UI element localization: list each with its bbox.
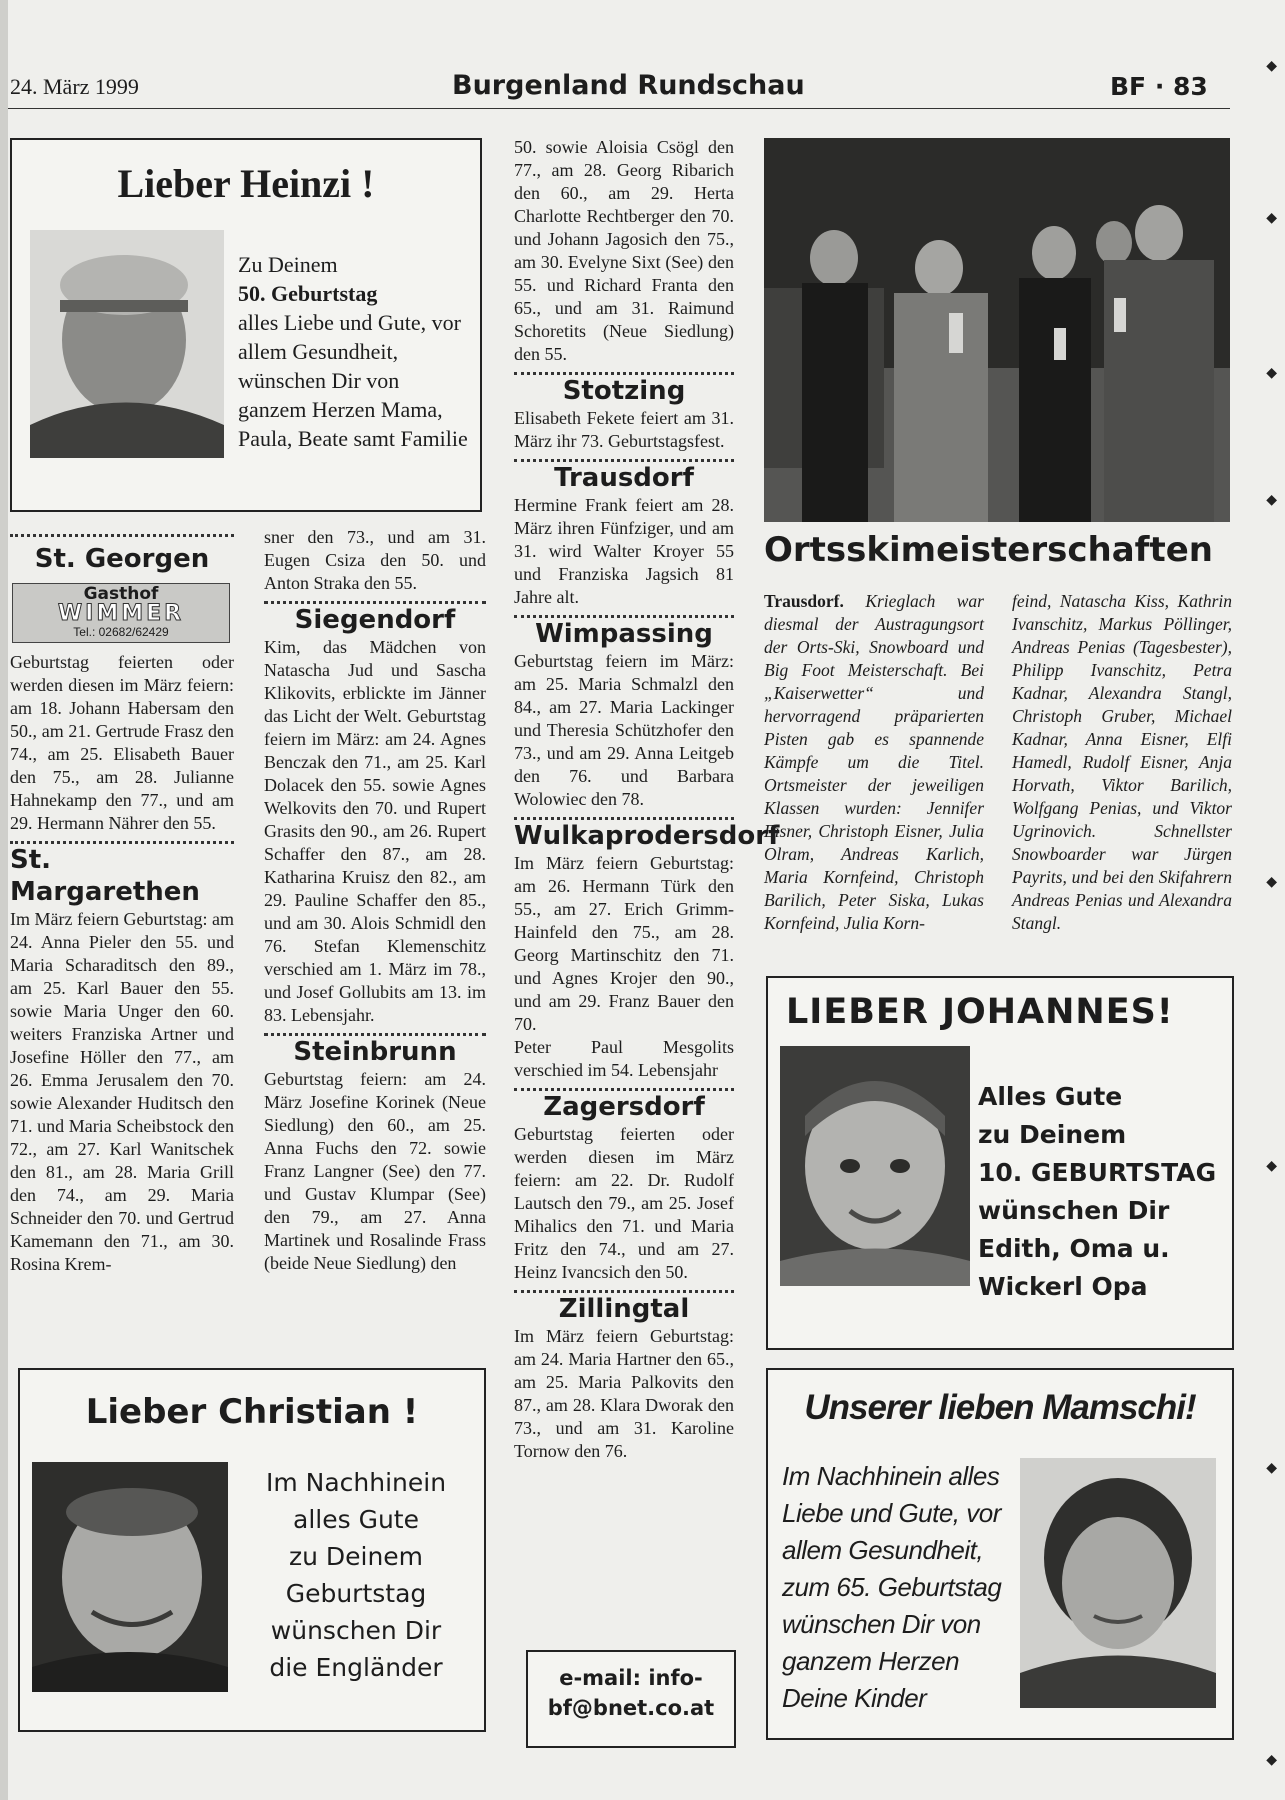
ortsski-column-2: feind, Natascha Kiss, Kathrin Ivanschitz, Markus Pöllinger, Andreas Penias (Tagesbester), Philipp Ivanschitz, Petra Kadnar, Alexandra Stangl, Christoph Gruber, Michael Kadnar, Anna Eisner, Elfi Hamedl, Rudolf Eisner, Anja Horvath, Viktor Barilich, Wolfgang Penias, und Viktor Ugrinovich. Schnellster Snowboarder war Jürgen Payrits, und bei den Skifahrern Andreas Penias und Alexandra Stangl.: [1012, 591, 1232, 933]
gasthof-label: Gasthof: [83, 584, 159, 604]
margin-mark: ◆: [1266, 210, 1277, 226]
wimmer-logo: WIMMER: [57, 601, 185, 626]
ad-johannes-text: [978, 1078, 1224, 1306]
st-georgen-heading: St. Georgen: [34, 544, 210, 574]
ad-johannes-line5: Edith, Oma u.: [978, 1234, 1170, 1263]
ortsski-lead: Trausdorf.: [764, 591, 844, 611]
zillingtal-heading: Zillingtal: [558, 1294, 690, 1324]
ortsski-column-1: [764, 590, 984, 935]
ad-mamschi-line7: Deine Kinder: [782, 1683, 927, 1713]
ad-mamschi-title: Unserer lieben Mamschi!: [804, 1388, 1196, 1427]
st-georgen-text: Geburtstag feierten oder werden diesen im März feiern: am 18. Johann Habersam den 50., am 21. Gertrude Frasz den 74., am 25. Elisabeth Bauer den 75., am 28. Julianne Hahnekamp den 77., und am 29. Hermann Nährer den 55.: [10, 652, 234, 833]
siegendorf-text: Kim, das Mädchen von Natascha Jud und Sascha Klikovits, erblickte im Jänner das Licht der Welt. Geburtstag feiern im März: am 24. Agnes Benczak den 71., am 25. Karl Dolacek den 55. sowie Agnes Welkovits den 70. und Rupert Grasits den 90., am 26. Rupert Schaffer den 87., am 28. Katharina Kruisz den 82., am 29. Pauline Schaffer den 85., und am 30. Alois Schmidl den 76. Stefan Klemenschitz verschied am 1. März im 78., und Josef Gollubits am 13. im 83. Lebensjahr.: [264, 637, 486, 1025]
scan-edge: [0, 0, 8, 1800]
ad-johannes-line6: Wickerl Opa: [978, 1272, 1148, 1301]
email-line-2: bf@bnet.co.at: [547, 1696, 715, 1720]
divider: [10, 534, 234, 537]
wulkaprodersdorf-text: Im März feiern Geburtstag: am 26. Hermann Türk den 55., am 27. Erich Grimm-Hainfeld den 75., am 28. Georg Martinschitz den 71. und Agnes Krojer den 90., und am 29. Franz Bauer den 70.: [514, 853, 734, 1034]
header-rule: [8, 108, 1230, 109]
ad-christian-text: [236, 1464, 476, 1686]
st-margarethen-text: Im März feiern Geburtstag: am 24. Anna Pieler den 55. und Maria Scharaditsch den 89., am 25. Karl Bauer den 55. sowie Maria Unger den 60. weiters Franziska Artner und Josefine Höller den 77., am 26. Emma Jerusalem den 70. sowie Alexander Huditsch den 71. und Maria Scheibstock den 72., am 27. Karl Wanitschek den 81., am 28. Maria Grill den 74., am 29. Maria Schneider den 70. und Gertrud Kamemann den 71., am 30. Rosina Krem-: [10, 909, 234, 1274]
wimpassing-text: Geburtstag feiern im März: am 25. Maria Schmalzl den 84., am 27. Maria Lackinger und Theresia Schützhofer den 73., und am 29. Anna Leitgeb den 76. und Barbara Wolowiec den 78.: [514, 651, 734, 809]
margin-mark: ◆: [1266, 1460, 1277, 1476]
header-page-number: BF · 83: [1110, 72, 1208, 101]
wimmer-phone: Tel.: 02682/62429: [73, 625, 169, 639]
zagersdorf-text: Geburtstag feierten oder werden diesen im März feiern: am 22. Dr. Rudolf Lautsch den 79., am 25. Josef Mihalics den 71. und Maria Fritz den 74., und am 27. Heinz Ivancsich den 50.: [514, 1124, 734, 1282]
zagersdorf-heading: Zagersdorf: [543, 1092, 705, 1122]
margin-mark: ◆: [1266, 365, 1277, 381]
ad-heinzi: [10, 138, 482, 512]
header-publication: Burgenland Rundschau: [452, 70, 805, 101]
stotzing-heading: Stotzing: [562, 376, 686, 406]
ad-mamschi-text: [782, 1458, 1012, 1717]
margin-mark: ◆: [1266, 874, 1277, 890]
ad-heinzi-text: [238, 250, 468, 453]
ad-christian-line4: Geburtstag: [285, 1579, 427, 1608]
column-1: [10, 534, 234, 1276]
margin-mark: ◆: [1266, 1752, 1277, 1768]
wulkaprodersdorf-heading: Wulkaprodersdorf: [514, 821, 780, 851]
stotzing-text: Elisabeth Fekete feiert am 31. März ihr 73. Geburtstagsfest.: [514, 408, 734, 451]
ad-johannes-line2: zu Deinem: [978, 1120, 1127, 1149]
portrait-illustration: [30, 230, 224, 458]
ad-christian-line6: die Engländer: [269, 1653, 443, 1682]
trausdorf-heading: Trausdorf: [554, 463, 694, 493]
email-box: [526, 1650, 736, 1748]
ad-christian-line2: alles Gute: [293, 1505, 419, 1534]
email-line-1: e-mail: info-: [559, 1666, 703, 1690]
ortsski-text-1: Krieglach war diesmal der Austragungsort der Orts-Ski, Snowboard und Big Foot Meisterschaft. Bei „Kaiserwetter“ und hervorragend präparierten Pisten gab es spannende Kämpfe um die Titel. Ortsmeister der jeweiligen Klassen wurden: Jennifer Eisner, Christoph Eisner, Julia Olram, Andreas Karlich, Maria Kornfeind, Christoph Barilich, Peter Siska, Lukas Kornfeind, Julia Korn-: [764, 591, 984, 933]
steinbrunn-heading: Steinbrunn: [293, 1037, 457, 1067]
portrait-illustration: [1020, 1458, 1216, 1708]
column-2: [264, 526, 486, 1275]
ad-mamschi-line4: zum 65. Geburtstag: [782, 1572, 1002, 1602]
mamschi-photo: [1020, 1458, 1216, 1708]
ad-heinzi-line1: Zu Deinem: [238, 252, 338, 277]
heinzi-photo: [30, 230, 224, 458]
wulkaprodersdorf-text-2: Peter Paul Mesgolits verschied im 54. Lebensjahr: [514, 1037, 734, 1080]
zillingtal-text: Im März feiern Geburtstag: am 24. Maria Hartner den 65., am 25. Maria Palkovits den 87., am 28. Klara Dworak den 73., und am 31. Karoline Tornow den 76.: [514, 1326, 734, 1461]
ski-team-photo: [764, 138, 1230, 522]
wimpassing-heading: Wimpassing: [535, 619, 713, 649]
ad-christian-title: Lieber Christian !: [85, 1392, 419, 1432]
ad-mamschi-line3: allem Gesundheit,: [782, 1535, 984, 1565]
portrait-illustration: [32, 1462, 228, 1692]
margin-mark: ◆: [1266, 492, 1277, 508]
gasthof-wimmer-ad: [12, 583, 230, 643]
header-date: 24. März 1999: [10, 74, 139, 99]
ad-mamschi-line6: ganzem Herzen: [782, 1646, 960, 1676]
ad-johannes-line1: Alles Gute: [978, 1082, 1123, 1111]
column-2-continued-text: sner den 73., und am 31. Eugen Csiza den 50. und Anton Straka den 55.: [264, 527, 486, 593]
ad-heinzi-line2: 50. Geburtstag: [238, 281, 378, 306]
ad-johannes-title: LIEBER JOHANNES!: [786, 992, 1174, 1032]
ad-christian-line3: zu Deinem: [288, 1542, 424, 1571]
ad-mamschi-line1: Im Nachhinein alles: [782, 1461, 1000, 1491]
margin-mark: ◆: [1266, 58, 1277, 74]
margin-mark: ◆: [1266, 1158, 1277, 1174]
ad-heinzi-title: Lieber Heinzi !: [117, 161, 375, 206]
ad-mamschi-line2: Liebe und Gute, vor: [782, 1498, 1001, 1528]
photo-illustration: [764, 138, 1230, 522]
johannes-photo: [780, 1046, 970, 1286]
trausdorf-text: Hermine Frank feiert am 28. März ihren Fünfziger, und am 31. wird Walter Kroyer 55 und Franziska Jagsich 81 Jahre alt.: [514, 495, 734, 607]
ad-johannes-line3: 10. GEBURTSTAG: [978, 1158, 1217, 1187]
christian-photo: [32, 1462, 228, 1692]
siegendorf-heading: Siegendorf: [294, 605, 456, 635]
ad-mamschi: [766, 1368, 1234, 1740]
st-margarethen-heading: St. Margarethen: [10, 845, 200, 907]
portrait-illustration: [780, 1046, 970, 1286]
column-3: [514, 136, 780, 1463]
steinbrunn-text: Geburtstag feiern: am 24. März Josefine Korinek (Neue Siedlung) den 60., am 25. Anna Fuchs den 72. sowie Franz Langner (See) den 77. und Gustav Klumpar (See) den 79., am 27. Anna Martinek und Rosalinde Frass (beide Neue Siedlung) den: [264, 1069, 486, 1273]
ad-mamschi-line5: wünschen Dir von: [782, 1609, 981, 1639]
ad-johannes: [766, 976, 1234, 1350]
column-3-continued-text: 50. sowie Aloisia Csögl den 77., am 28. Georg Ribarich den 60., am 29. Herta Charlotte Rechtberger den 70. und Johann Jagosich den 75., am 30. Evelyne Sixt (See) den 55. und Richard Franta den 65., und am 31. Raimund Schoretits (Neue Siedlung) den 55.: [514, 137, 734, 364]
ad-christian: [18, 1368, 486, 1732]
ad-heinzi-body: alles Liebe und Gute, vor allem Gesundheit, wünschen Dir von ganzem Herzen Mama, Paula, Beate samt Familie: [238, 310, 468, 451]
ad-johannes-line4: wünschen Dir: [978, 1196, 1170, 1225]
ad-christian-line1: Im Nachhinein: [265, 1468, 447, 1497]
ad-christian-line5: wünschen Dir: [270, 1616, 442, 1645]
ortsski-headline: Ortsskimeisterschaften: [764, 530, 1213, 570]
